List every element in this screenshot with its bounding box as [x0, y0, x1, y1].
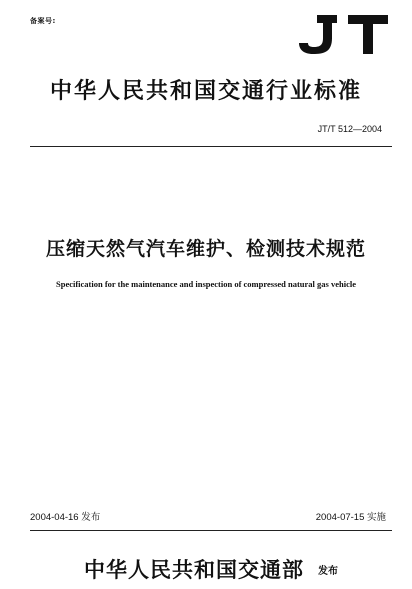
record-number-label: 备案号: [30, 17, 56, 25]
document-title-english: Specification for the maintenance and inspection of compressed natural gas vehicle [55, 279, 356, 289]
issue-date: 2004-04-16 发布 [30, 512, 101, 523]
issuer-suffix: 发布 [318, 566, 338, 577]
document-title-chinese: 压缩天然气汽车维护、检测技术规范 [45, 238, 366, 260]
standard-category-title: 中华人民共和国交通行业标准 [49, 79, 362, 104]
issuing-authority: 中华人民共和国交通部 [84, 558, 304, 582]
standard-number: JT/T 512—2004 [317, 124, 382, 134]
jt-logo [293, 12, 393, 56]
implementation-date: 2004-07-15 实施 [315, 512, 386, 523]
header-divider [30, 146, 392, 147]
footer-divider [30, 530, 392, 531]
